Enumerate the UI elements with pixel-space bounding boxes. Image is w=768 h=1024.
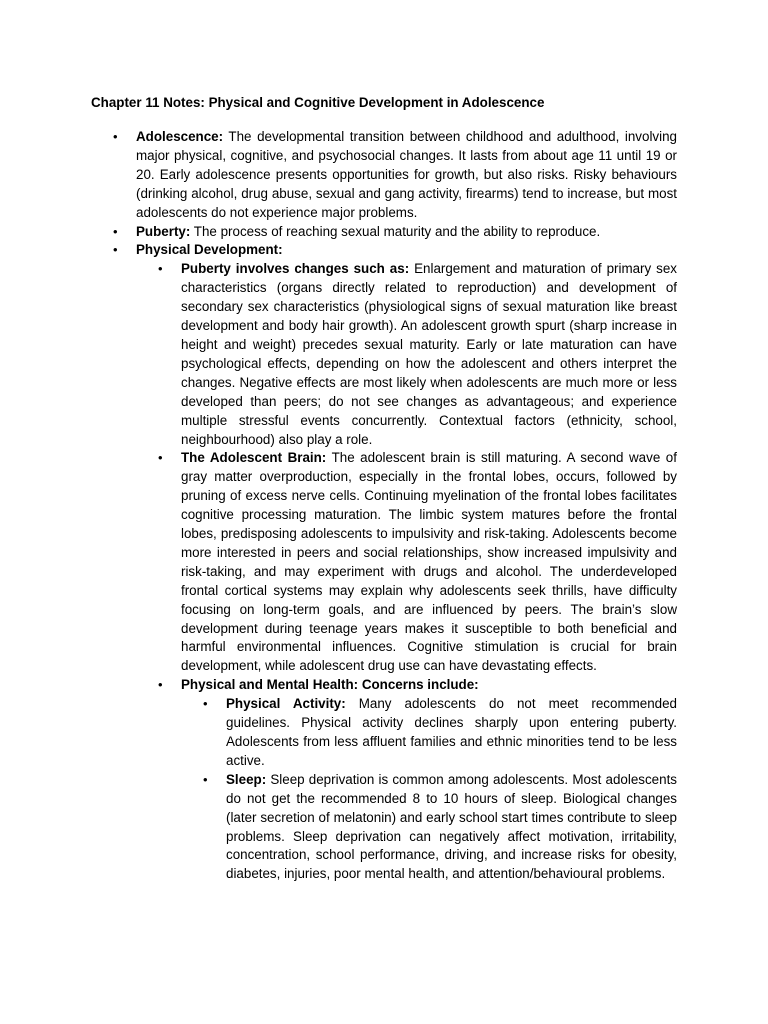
- list-item-physical-development: [91, 241, 677, 260]
- term-label: Physical Development:: [136, 242, 283, 258]
- page-title: Chapter 11 Notes: Physical and Cognitive Development in Adolescence: [91, 95, 545, 110]
- bullet-icon: •: [203, 771, 208, 787]
- term-label: Puberty:: [136, 223, 191, 239]
- item-text: Many adolescents do not meet recommended guidelines. Physical activity declines sharply upon entering puberty. Adolescents from less affluent families and ethnic minorities tend to be less active.: [226, 696, 677, 768]
- bullet-icon: •: [158, 261, 163, 277]
- item-text: The process of reaching sexual maturity and the ability to reproduce.: [190, 223, 601, 239]
- term-label: Physical and Mental Health: Concerns include:: [181, 677, 479, 693]
- list-item-adolescent-brain: [91, 449, 677, 676]
- item-text: The developmental transition between childhood and adulthood, involving major physical, cognitive, and psychosocial changes. It lasts from about age 11 until 19 or 20. Early adolescence presents opportunities for growth, but also risks. Risky behaviours (drinking alcohol, drug abuse, sexual and gang activity, firearms) tend to increase, but most adolescents do not experience major problems.: [136, 129, 677, 220]
- item-text: Enlargement and maturation of primary sex characteristics (organs directly related to reproduction) and development of secondary sex characteristics (physiological signs of sexual maturation like breast development and body hair growth). An adolescent growth spurt (sharp increase in height and weight) precedes sexual maturity. Early or late maturation can have psychological effects, depending on how the adolescent and others interpret the changes. Negative effects are most likely when adolescents are much more or less developed than peers; do not see changes as advantageous; and experience multiple stressful events concurrently. Contextual factors (ethnicity, school, neighbourhood) also play a role.: [181, 261, 677, 447]
- bullet-icon: •: [113, 223, 118, 239]
- bullet-icon: •: [113, 129, 118, 144]
- term-label: Adolescence:: [136, 129, 224, 144]
- list-item-sleep: [91, 771, 677, 884]
- bullet-icon: •: [203, 696, 208, 712]
- term-label: Physical Activity:: [226, 696, 346, 712]
- term-label: The Adolescent Brain:: [181, 450, 327, 466]
- item-text: The adolescent brain is still maturing. A second wave of gray matter overproduction, especially in the frontal lobes, occurs, followed by pruning of excess nerve cells. Continuing myelination of the frontal lobes facilitates cognitive processing maturation. The limbic system matures before the frontal lobes, predisposing adolescents to impulsivity and risk-taking. Adolescents become more interested in peers and social relationships, show increased impulsivity and risk-taking, and may experiment with drugs and alcohol. The underdeveloped frontal cortical systems may explain why adolescents seek thrills, have difficulty focusing on long-term goals, and are influenced by peers. The brain’s slow development during teenage years makes it susceptible to both beneficial and harmful environmental influences. Cognitive stimulation is crucial for brain development, while adolescent drug use can have devastating effects.: [181, 450, 677, 674]
- list-item-adolescence: [91, 128, 677, 223]
- bullet-icon: •: [158, 450, 163, 466]
- term-label: Puberty involves changes such as:: [181, 261, 410, 277]
- list-item-puberty: [91, 223, 677, 242]
- list-item-puberty-changes: [91, 260, 677, 449]
- notes-list: [91, 128, 677, 884]
- list-item-physical-mental-health: [91, 676, 677, 695]
- item-text: Sleep deprivation is common among adolescents. Most adolescents do not get the recommended 8 to 10 hours of sleep. Biological changes (later secretion of melatonin) and early school start times contribute to sleep problems. Sleep deprivation can negatively affect motivation, irritability, concentration, school performance, driving, and increase risks for obesity, diabetes, injuries, poor mental health, and attention/behavioural problems.: [226, 771, 677, 882]
- list-item-physical-activity: [91, 695, 677, 771]
- term-label: Sleep:: [226, 771, 267, 787]
- bullet-icon: •: [158, 677, 163, 693]
- bullet-icon: •: [113, 242, 118, 258]
